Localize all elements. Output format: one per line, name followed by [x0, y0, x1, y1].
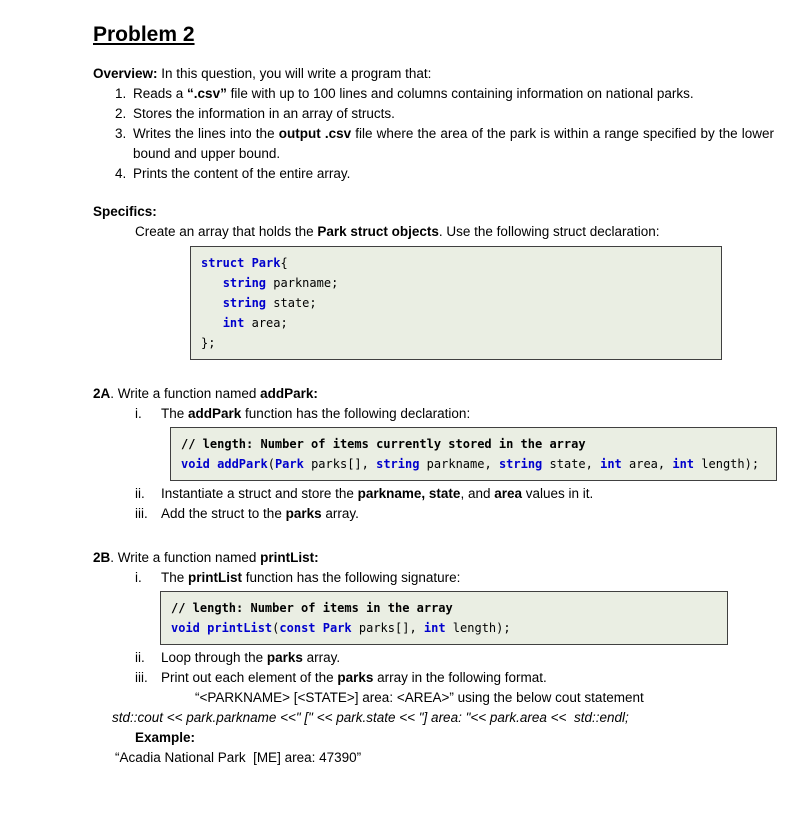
- text-run: array.: [321, 506, 359, 521]
- text-run: // length: Number of items currently stored in the array: [181, 437, 586, 451]
- text-run: array.: [302, 650, 341, 665]
- list-text: [161, 648, 776, 668]
- text-run: function has the following signature:: [242, 570, 461, 585]
- text-run: parkname,: [419, 457, 499, 471]
- code-comment-line: [171, 598, 717, 618]
- code-comment-line: [181, 434, 766, 454]
- spacer: [93, 524, 776, 542]
- text-run: file where the area of the park is within a range specified by the lower bound and upper bound.: [133, 126, 774, 161]
- text-run: Prints the content of the entire array.: [133, 166, 351, 181]
- list-item: [115, 124, 776, 164]
- output-format-line: “<PARKNAME> [<STATE>] area: <AREA>” using the below cout statement: [195, 690, 644, 705]
- text-run: parkname, state: [357, 486, 461, 501]
- section-2b-heading: [93, 548, 776, 568]
- cout-statement-line: [112, 708, 776, 728]
- list-number: 2.: [115, 106, 127, 121]
- overview-paragraph: [93, 64, 776, 84]
- list-item: [115, 84, 776, 104]
- list-number: 3.: [115, 126, 127, 141]
- text-run: addPark: [188, 406, 242, 421]
- example-output-line: “Acadia National Park [ME] area: 47390”: [115, 750, 362, 765]
- list-item: [135, 648, 776, 668]
- text-run: Create an array that holds the: [135, 224, 318, 239]
- text-run: Stores the information in an array of structs.: [133, 106, 395, 121]
- list-number: ii.: [135, 486, 145, 501]
- list-item: [135, 568, 776, 588]
- text-run: printList: [188, 570, 243, 585]
- code-line: [181, 454, 766, 474]
- page-title: Problem 2: [93, 23, 195, 46]
- code-line: [201, 273, 711, 293]
- text-run: output .csv: [278, 126, 352, 141]
- text-run: “.csv”: [187, 86, 227, 101]
- text-run: parkname;: [266, 276, 339, 290]
- text-run: Overview:: [93, 66, 158, 81]
- text-run: addPark:: [260, 386, 318, 401]
- text-run: string: [222, 276, 267, 290]
- text-run: The: [161, 570, 189, 585]
- section-2a-list: [135, 404, 776, 424]
- section-2a-heading: [93, 384, 776, 404]
- example-label: Example:: [135, 730, 196, 745]
- code-line: [171, 618, 717, 638]
- list-number: 4.: [115, 166, 127, 181]
- list-number: i.: [135, 570, 142, 585]
- text-run: In this question, you will write a program that:: [157, 66, 432, 81]
- text-run: Writes the lines into the: [133, 126, 279, 141]
- spacer: [93, 184, 776, 202]
- list-item: [115, 164, 776, 184]
- text-run: state;: [266, 296, 317, 310]
- overview-list: [115, 84, 776, 184]
- list-item: [115, 104, 776, 124]
- text-run: area: [494, 486, 522, 501]
- text-run: };: [201, 336, 216, 350]
- text-run: int: [222, 316, 245, 330]
- list-text: [133, 104, 776, 124]
- text-run: array in the following format.: [373, 670, 547, 685]
- text-run: // length: Number of items in the array: [171, 601, 453, 615]
- text-run: (: [272, 621, 280, 635]
- list-text: [133, 84, 776, 104]
- text-run: (: [267, 457, 275, 471]
- text-run: Park struct objects: [317, 224, 439, 239]
- text-run: Park: [274, 457, 304, 471]
- section-2a-list-continued: [135, 484, 776, 524]
- list-number: iii.: [135, 670, 148, 685]
- list-number: i.: [135, 406, 142, 421]
- text-run: string: [498, 457, 543, 471]
- text-run: Instantiate a struct and store the: [161, 486, 358, 501]
- text-run: string: [222, 296, 267, 310]
- list-text: [161, 568, 776, 588]
- list-text: [161, 404, 776, 424]
- text-run: values in it.: [522, 486, 594, 501]
- text-run: length);: [694, 457, 760, 471]
- section-2b-list-continued: [135, 648, 776, 688]
- text-run: . Write a function named: [110, 550, 261, 565]
- printlist-signature-code-block: [160, 591, 728, 645]
- list-number: iii.: [135, 506, 148, 521]
- text-run: int: [600, 457, 622, 471]
- text-run: std::cout << park.parkname <<" [" << park.state << "] area: "<< park.area << std::endl;: [112, 710, 629, 725]
- text-run: struct Park: [201, 256, 281, 270]
- text-run: , and: [460, 486, 495, 501]
- text-run: file with up to 100 lines and columns containing information on national parks.: [226, 86, 694, 101]
- list-item: [135, 504, 776, 524]
- text-run: parks: [337, 670, 374, 685]
- specifics-intro: [135, 222, 776, 242]
- list-text: [161, 504, 776, 524]
- text-run: Reads a: [133, 86, 188, 101]
- text-run: {: [280, 256, 288, 270]
- text-run: 2B: [93, 550, 111, 565]
- specifics-label: Specifics:: [93, 204, 157, 219]
- text-run: [201, 296, 223, 310]
- text-run: The: [161, 406, 189, 421]
- text-run: int: [672, 457, 695, 471]
- text-run: area,: [621, 457, 673, 471]
- text-run: printList:: [260, 550, 319, 565]
- list-number: 1.: [115, 86, 127, 101]
- text-run: . Use the following struct declaration:: [438, 224, 660, 239]
- code-line: [201, 333, 711, 353]
- text-run: int: [423, 621, 446, 635]
- text-run: length);: [445, 621, 511, 635]
- text-run: parks[],: [303, 457, 377, 471]
- section-2b-list: [135, 568, 776, 588]
- text-run: . Write a function named: [110, 386, 261, 401]
- spacer: [93, 360, 776, 378]
- text-run: const Park: [279, 621, 352, 635]
- list-item: [135, 404, 776, 424]
- addpark-declaration-code-block: [170, 427, 777, 481]
- text-run: parks[],: [351, 621, 424, 635]
- list-text: [161, 484, 776, 504]
- list-text: [133, 124, 776, 164]
- text-run: state,: [542, 457, 601, 471]
- list-number: ii.: [135, 650, 145, 665]
- text-run: void printList: [171, 621, 273, 635]
- text-run: function has the following declaration:: [241, 406, 471, 421]
- text-run: 2A: [93, 386, 111, 401]
- list-text: [133, 164, 776, 184]
- list-item: [135, 484, 776, 504]
- list-text: [161, 668, 776, 688]
- text-run: parks: [285, 506, 322, 521]
- list-item: [135, 668, 776, 688]
- code-line: [201, 293, 711, 313]
- text-run: Add the struct to the: [161, 506, 286, 521]
- text-run: Print out each element of the: [161, 670, 338, 685]
- code-line: [201, 253, 711, 273]
- text-run: string: [376, 457, 420, 471]
- text-run: parks: [266, 650, 303, 665]
- code-line: [201, 313, 711, 333]
- text-run: [201, 276, 223, 290]
- text-run: Loop through the: [161, 650, 267, 665]
- text-run: area;: [244, 316, 288, 330]
- text-run: [201, 316, 223, 330]
- text-run: void addPark: [181, 457, 268, 471]
- struct-declaration-code-block: [190, 246, 722, 360]
